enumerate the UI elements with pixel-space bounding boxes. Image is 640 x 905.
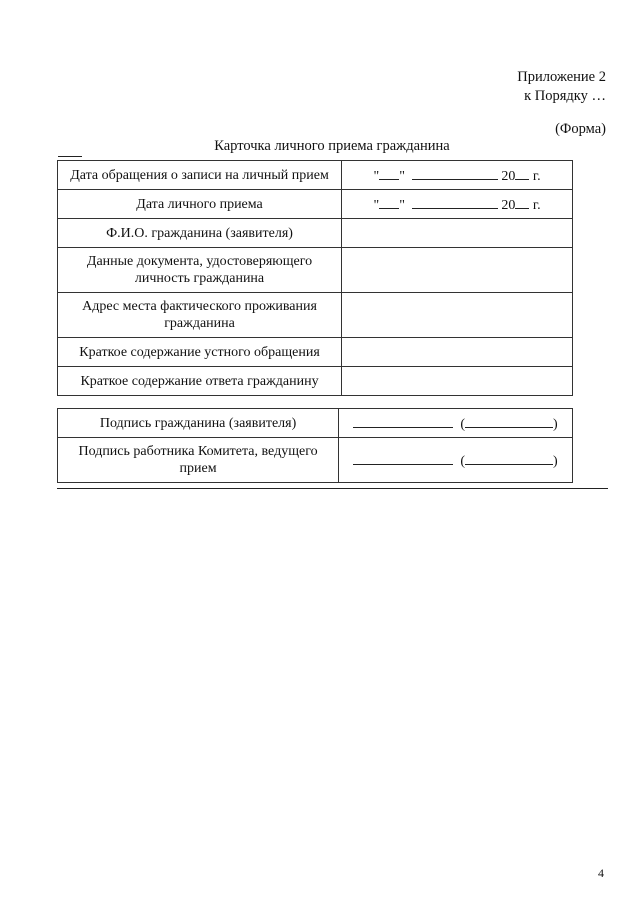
row-label: Ф.И.О. гражданина (заявителя)	[58, 219, 342, 248]
table-row	[58, 367, 573, 396]
reception-card-table	[57, 160, 573, 396]
table-row	[58, 248, 573, 293]
signature-field-citizen[interactable]: ( )	[339, 409, 573, 438]
bottom-rule	[57, 488, 608, 489]
value-cell-answer[interactable]	[342, 367, 573, 396]
annex-line-2: к Порядку …	[524, 88, 606, 104]
row-label: Подпись гражданина (заявителя)	[58, 409, 339, 438]
table-row	[58, 161, 573, 190]
table-row	[58, 438, 573, 483]
signature-field-employee[interactable]: ( )	[339, 438, 573, 483]
value-cell-address[interactable]	[342, 293, 573, 338]
document-title: Карточка личного приема гражданина	[214, 138, 450, 154]
row-label: Краткое содержание устного обращения	[58, 338, 342, 367]
table-row	[58, 409, 573, 438]
date-field-request[interactable]: " " 20 г.	[342, 161, 573, 190]
table-row	[58, 219, 573, 248]
row-label: Подпись работника Комитета, ведущего прием	[58, 438, 339, 483]
value-cell-oral-appeal[interactable]	[342, 338, 573, 367]
short-rule	[58, 156, 82, 157]
table-row	[58, 338, 573, 367]
form-label: (Форма)	[555, 121, 606, 137]
row-label: Дата обращения о записи на личный прием	[58, 161, 342, 190]
page-number: 4	[598, 866, 604, 880]
row-label: Данные документа, удостоверяющего личность гражданина	[58, 248, 342, 293]
row-label: Дата личного приема	[58, 190, 342, 219]
table-row	[58, 293, 573, 338]
value-cell-id-document[interactable]	[342, 248, 573, 293]
row-label: Адрес места фактического проживания гражданина	[58, 293, 342, 338]
value-cell-full-name[interactable]	[342, 219, 573, 248]
table-row	[58, 190, 573, 219]
annex-line-1: Приложение 2	[517, 69, 606, 85]
annex-reference	[517, 68, 606, 106]
date-field-reception[interactable]: " " 20 г.	[342, 190, 573, 219]
row-label: Краткое содержание ответа гражданину	[58, 367, 342, 396]
signature-table	[57, 408, 573, 483]
